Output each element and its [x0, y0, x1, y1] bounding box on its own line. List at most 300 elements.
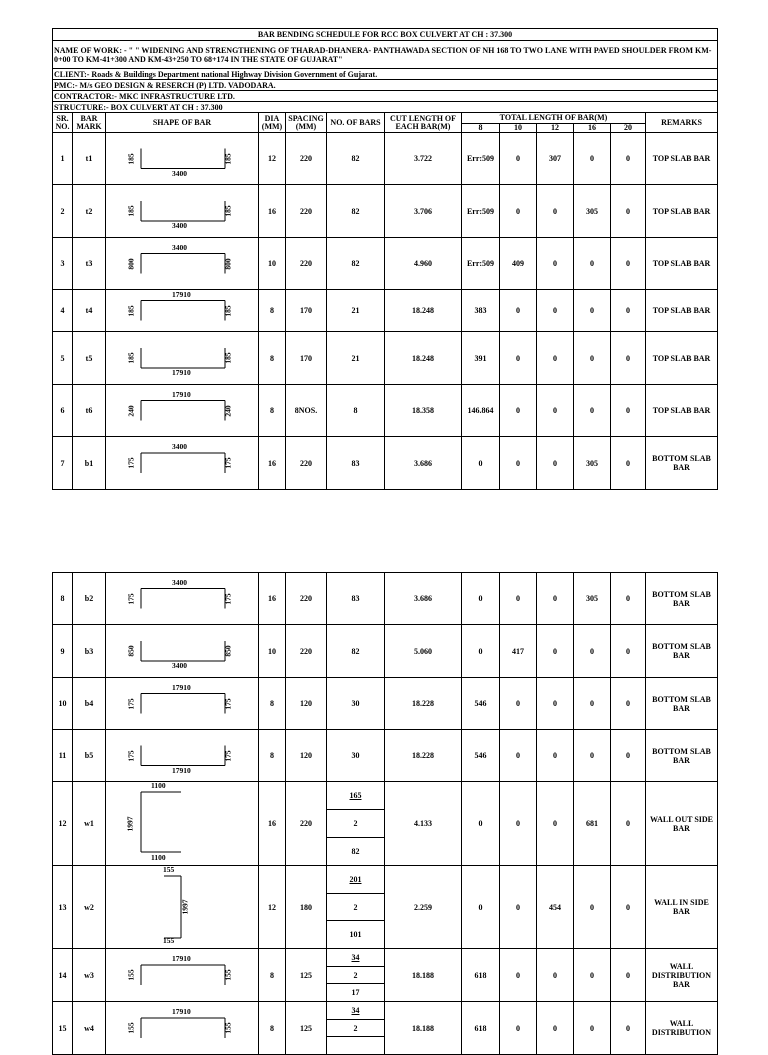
cell-spacing: 170	[286, 290, 327, 332]
cell-nobars	[327, 1002, 385, 1055]
cell-sr: 6	[53, 385, 73, 437]
cell-mark: t3	[73, 238, 106, 290]
cell-nobars: 21	[327, 332, 385, 385]
cell-remarks: BOTTOM SLAB BAR	[646, 625, 718, 678]
cell-sr: 2	[53, 185, 73, 238]
cell-spacing: 220	[286, 782, 327, 866]
cell-d20: 0	[611, 782, 646, 866]
cell-remarks: WALL OUT SIDE BAR	[646, 782, 718, 866]
shape-top-dim: 17910	[172, 1007, 191, 1016]
cell-sr: 4	[53, 290, 73, 332]
cell-d20: 0	[611, 437, 646, 490]
col-total: TOTAL LENGTH OF BAR(M)	[462, 113, 646, 124]
cell-sr: 8	[53, 573, 73, 625]
cell-dia: 10	[259, 625, 286, 678]
shape-top-dim: 3400	[172, 442, 187, 451]
cell-d10: 0	[500, 866, 537, 949]
cell-d12: 0	[537, 678, 574, 730]
shape-left-dim: 175	[126, 749, 136, 762]
cell-d20: 0	[611, 1002, 646, 1055]
cell-d20: 0	[611, 730, 646, 782]
cell-d10: 0	[500, 1002, 537, 1055]
cell-d8: 0	[462, 437, 500, 490]
cell-d16: 0	[574, 1002, 611, 1055]
cell-d12: 454	[537, 866, 574, 949]
cell-nobars: 8	[327, 385, 385, 437]
cell-nobars: 83	[327, 437, 385, 490]
cell-dia: 8	[259, 290, 286, 332]
shape-left-dim: 155	[126, 969, 136, 981]
shape-right-dim: 850	[223, 645, 233, 657]
cell-mark: t4	[73, 290, 106, 332]
cell-spacing: 120	[286, 678, 327, 730]
bar-shape	[106, 866, 258, 948]
cell-mark: b4	[73, 678, 106, 730]
bar-shape	[106, 678, 258, 729]
cell-d10: 0	[500, 332, 537, 385]
cell-spacing: 125	[286, 949, 327, 1002]
cell-d8: 0	[462, 573, 500, 625]
cell-d8: 146.864	[462, 385, 500, 437]
cell-sr: 9	[53, 625, 73, 678]
shape-right-dim: 240	[223, 404, 233, 417]
col-d12: 12	[537, 124, 574, 133]
cell-shape	[106, 782, 259, 866]
nobars-total: 34	[351, 952, 360, 962]
shape-right-dim: 185	[223, 152, 233, 165]
cell-d16: 0	[574, 238, 611, 290]
cell-d16: 305	[574, 573, 611, 625]
nobars-divisor: 2	[327, 1019, 384, 1038]
cell-d8: 0	[462, 782, 500, 866]
shape-bottom-dim: 17910	[172, 368, 191, 377]
cell-d16: 0	[574, 866, 611, 949]
col-shape: SHAPE OF BAR	[106, 113, 259, 133]
cell-d12: 0	[537, 437, 574, 490]
cell-cut: 3.706	[385, 185, 462, 238]
cell-dia: 16	[259, 573, 286, 625]
cell-d20: 0	[611, 573, 646, 625]
cell-d20: 0	[611, 625, 646, 678]
cell-mark: t2	[73, 185, 106, 238]
cell-mark: b3	[73, 625, 106, 678]
col-sr: SR. NO.	[53, 113, 73, 133]
nobars-divisor: 2	[327, 893, 384, 922]
cell-d20: 0	[611, 678, 646, 730]
cell-d12: 0	[537, 625, 574, 678]
shape-left-dim: 1997	[125, 816, 135, 831]
nobars-each	[327, 1037, 384, 1054]
bar-shape	[106, 385, 258, 436]
shape-left-dim: 800	[126, 257, 136, 270]
cell-d12: 0	[537, 573, 574, 625]
cell-shape	[106, 238, 259, 290]
cell-d12: 0	[537, 238, 574, 290]
cell-d16: 0	[574, 678, 611, 730]
cell-nobars: 82	[327, 625, 385, 678]
shape-top-dim: 155	[163, 865, 175, 874]
cell-remarks: TOP SLAB BAR	[646, 185, 718, 238]
cell-shape	[106, 185, 259, 238]
cell-d20: 0	[611, 949, 646, 1002]
cell-d12: 307	[537, 133, 574, 185]
cell-mark: t1	[73, 133, 106, 185]
col-nobars: NO. OF BARS	[327, 113, 385, 133]
cell-cut: 18.358	[385, 385, 462, 437]
cell-cut: 18.228	[385, 678, 462, 730]
col-d10: 10	[500, 124, 537, 133]
cell-shape	[106, 1002, 259, 1055]
cell-shape	[106, 949, 259, 1002]
cell-d10: 417	[500, 625, 537, 678]
cell-remarks: TOP SLAB BAR	[646, 238, 718, 290]
cell-remarks: TOP SLAB BAR	[646, 290, 718, 332]
cell-shape	[106, 290, 259, 332]
client-line: CLIENT:- Roads & Buildings Department national Highway Division Government of Gujarat.	[53, 69, 718, 80]
shape-right-dim: 185	[223, 205, 233, 217]
shape-bottom-dim: 3400	[172, 661, 187, 670]
shape-bottom-dim: 3400	[172, 168, 187, 178]
cell-nobars: 30	[327, 678, 385, 730]
shape-right-dim: 155	[223, 1022, 233, 1034]
shape-top-dim: 3400	[172, 577, 187, 587]
cell-d8: 0	[462, 625, 500, 678]
cell-dia: 10	[259, 238, 286, 290]
cell-mark: w1	[73, 782, 106, 866]
cell-mark: b5	[73, 730, 106, 782]
cell-nobars: 21	[327, 290, 385, 332]
cell-d12: 0	[537, 290, 574, 332]
cell-dia: 12	[259, 866, 286, 949]
nobars-each: 101	[349, 930, 362, 940]
shape-top-dim: 1100	[151, 781, 166, 790]
cell-d16: 305	[574, 437, 611, 490]
cell-remarks: TOP SLAB BAR	[646, 332, 718, 385]
table-row	[53, 437, 718, 490]
bar-shape	[106, 290, 258, 331]
cell-nobars: 30	[327, 730, 385, 782]
cell-cut: 18.188	[385, 1002, 462, 1055]
cell-sr: 7	[53, 437, 73, 490]
schedule-body-bottom	[53, 573, 718, 1055]
table-row	[53, 385, 718, 437]
cell-d20: 0	[611, 332, 646, 385]
cell-d10: 0	[500, 782, 537, 866]
cell-d20: 0	[611, 238, 646, 290]
cell-d16: 0	[574, 385, 611, 437]
cell-d8: 546	[462, 730, 500, 782]
cell-d12: 0	[537, 185, 574, 238]
cell-nobars: 82	[327, 238, 385, 290]
shape-bottom-dim: 3400	[172, 221, 187, 230]
cell-d16: 0	[574, 332, 611, 385]
shape-left-dim: 175	[126, 457, 136, 469]
cell-remarks: BOTTOM SLAB BAR	[646, 730, 718, 782]
bar-shape	[106, 730, 258, 781]
bar-shape	[106, 782, 258, 865]
bar-shape	[106, 185, 258, 237]
cell-mark: t6	[73, 385, 106, 437]
cell-shape	[106, 730, 259, 782]
cell-cut: 3.686	[385, 573, 462, 625]
cell-shape	[106, 133, 259, 185]
table-row	[53, 730, 718, 782]
shape-left-dim: 175	[126, 697, 136, 710]
cell-mark: w3	[73, 949, 106, 1002]
cell-cut: 3.686	[385, 437, 462, 490]
nobars-stack	[327, 949, 384, 1001]
cell-spacing: 8NOS.	[286, 385, 327, 437]
cell-d10: 0	[500, 678, 537, 730]
shape-left-dim: 850	[126, 645, 136, 657]
cell-sr: 13	[53, 866, 73, 949]
cell-nobars: 83	[327, 573, 385, 625]
table-row	[53, 678, 718, 730]
cell-nobars	[327, 866, 385, 949]
col-d16: 16	[574, 124, 611, 133]
bar-shape	[106, 437, 258, 489]
cell-d10: 0	[500, 385, 537, 437]
contractor-line: CONTRACTOR:- MKC INFRASTRUCTURE LTD.	[53, 91, 718, 102]
cell-d10: 0	[500, 185, 537, 238]
shape-left-dim: 185	[126, 205, 136, 217]
nobars-total: 165	[349, 791, 362, 800]
cell-cut: 18.248	[385, 332, 462, 385]
cell-d8: 0	[462, 866, 500, 949]
cell-d12: 0	[537, 949, 574, 1002]
cell-shape	[106, 866, 259, 949]
nobars-each: 17	[351, 988, 360, 998]
cell-shape	[106, 332, 259, 385]
cell-d10: 409	[500, 238, 537, 290]
shape-left-dim: 175	[126, 592, 136, 605]
shape-right-dim: 175	[223, 697, 233, 710]
cell-remarks: BOTTOM SLAB BAR	[646, 678, 718, 730]
schedule-title: BAR BENDING SCHEDULE FOR RCC BOX CULVERT AT CH : 37.300	[53, 29, 718, 41]
schedule-table-top	[52, 28, 718, 490]
cell-d8: 618	[462, 949, 500, 1002]
cell-cut: 18.228	[385, 730, 462, 782]
cell-d8: Err:509	[462, 238, 500, 290]
shape-right-dim: 175	[223, 457, 233, 469]
cell-cut: 2.259	[385, 866, 462, 949]
cell-cut: 3.722	[385, 133, 462, 185]
col-dia: DIA (MM)	[259, 113, 286, 133]
bar-shape	[106, 1002, 258, 1054]
cell-mark: w4	[73, 1002, 106, 1055]
cell-remarks: BOTTOM SLAB BAR	[646, 437, 718, 490]
cell-remarks: TOP SLAB BAR	[646, 385, 718, 437]
shape-left-dim: 185	[126, 304, 136, 317]
cell-cut: 18.188	[385, 949, 462, 1002]
shape-right-dim: 155	[223, 969, 233, 981]
cell-dia: 16	[259, 782, 286, 866]
cell-sr: 3	[53, 238, 73, 290]
cell-dia: 8	[259, 949, 286, 1002]
table-row	[53, 332, 718, 385]
cell-d12: 0	[537, 385, 574, 437]
cell-shape	[106, 573, 259, 625]
bar-shape	[106, 238, 258, 289]
table-row	[53, 573, 718, 625]
nobars-stack	[327, 1002, 384, 1054]
col-spacing: SPACING (MM)	[286, 113, 327, 133]
cell-dia: 8	[259, 332, 286, 385]
cell-d12: 0	[537, 730, 574, 782]
cell-cut: 4.133	[385, 782, 462, 866]
cell-nobars: 82	[327, 133, 385, 185]
cell-d16: 0	[574, 290, 611, 332]
cell-d12: 0	[537, 782, 574, 866]
nobars-stack	[327, 866, 384, 948]
cell-nobars	[327, 782, 385, 866]
cell-spacing: 220	[286, 133, 327, 185]
cell-shape	[106, 678, 259, 730]
cell-d10: 0	[500, 290, 537, 332]
cell-nobars	[327, 949, 385, 1002]
cell-cut: 4.960	[385, 238, 462, 290]
table-row	[53, 185, 718, 238]
cell-remarks: BOTTOM SLAB BAR	[646, 573, 718, 625]
cell-dia: 8	[259, 1002, 286, 1055]
cell-sr: 1	[53, 133, 73, 185]
shape-right-dim: 185	[223, 304, 233, 317]
cell-d20: 0	[611, 133, 646, 185]
cell-d10: 0	[500, 573, 537, 625]
bar-shape	[106, 332, 258, 384]
cell-cut: 5.060	[385, 625, 462, 678]
bar-shape	[106, 625, 258, 677]
cell-dia: 8	[259, 385, 286, 437]
cell-mark: t5	[73, 332, 106, 385]
shape-left-dim: 155	[126, 1022, 136, 1034]
shape-left-dim: 185	[126, 352, 136, 364]
cell-remarks: WALL DISTRIBUTION BAR	[646, 949, 718, 1002]
table-row	[53, 625, 718, 678]
nobars-divisor: 2	[327, 809, 384, 838]
nobars-stack	[327, 782, 384, 865]
cell-spacing: 180	[286, 866, 327, 949]
table-row	[53, 949, 718, 1002]
cell-d16: 0	[574, 730, 611, 782]
col-cut: CUT LENGTH OF EACH BAR(M)	[385, 113, 462, 133]
cell-sr: 10	[53, 678, 73, 730]
name-of-work: NAME OF WORK: - " " WIDENING AND STRENGTHENING OF THARAD-DHANERA- PANTHAWADA SECTION OF NH 168 TO TWO LANE WITH PAVED SHOULDER FROM KM-0+00 TO KM-41+300 AND KM-43+250 TO 68+174 IN THE STATE OF GUJARAT"	[53, 41, 718, 69]
schedule-body-top	[53, 133, 718, 490]
cell-spacing: 120	[286, 730, 327, 782]
cell-mark: b2	[73, 573, 106, 625]
cell-d12: 0	[537, 332, 574, 385]
cell-sr: 5	[53, 332, 73, 385]
bar-shape	[106, 949, 258, 1001]
cell-d8: 546	[462, 678, 500, 730]
cell-spacing: 220	[286, 437, 327, 490]
cell-mark: b1	[73, 437, 106, 490]
cell-dia: 8	[259, 678, 286, 730]
cell-sr: 11	[53, 730, 73, 782]
cell-d10: 0	[500, 133, 537, 185]
cell-d12: 0	[537, 1002, 574, 1055]
cell-spacing: 220	[286, 185, 327, 238]
bar-shape	[106, 133, 258, 184]
cell-d16: 0	[574, 625, 611, 678]
nobars-divisor: 2	[327, 966, 384, 985]
cell-mark: w2	[73, 866, 106, 949]
cell-spacing: 170	[286, 332, 327, 385]
cell-d16: 305	[574, 185, 611, 238]
cell-shape	[106, 437, 259, 490]
table-row	[53, 1002, 718, 1055]
bar-shape	[106, 573, 258, 624]
cell-d20: 0	[611, 290, 646, 332]
shape-left-dim: 240	[126, 404, 136, 417]
table-row	[53, 290, 718, 332]
cell-dia: 12	[259, 133, 286, 185]
cell-d8: Err:509	[462, 185, 500, 238]
cell-d20: 0	[611, 385, 646, 437]
pmc-line: PMC:- M/s GEO DESIGN & RESERCH (P) LTD. VADODARA.	[53, 80, 718, 91]
table-row	[53, 782, 718, 866]
shape-top-dim: 17910	[172, 289, 191, 299]
shape-right-dim: 175	[223, 749, 233, 762]
table-row	[53, 866, 718, 949]
shape-bottom-dim: 155	[163, 936, 175, 945]
cell-dia: 16	[259, 185, 286, 238]
cell-d20: 0	[611, 185, 646, 238]
shape-bottom-dim: 17910	[172, 765, 191, 775]
table-row	[53, 238, 718, 290]
cell-remarks: TOP SLAB BAR	[646, 133, 718, 185]
col-d20: 20	[611, 124, 646, 133]
col-d8: 8	[462, 124, 500, 133]
cell-remarks: WALL DISTRIBUTION	[646, 1002, 718, 1055]
nobars-total: 34	[351, 1005, 360, 1015]
schedule-table-bottom	[52, 572, 718, 1055]
cell-nobars: 82	[327, 185, 385, 238]
col-remarks: REMARKS	[646, 113, 718, 133]
shape-right-dim: 175	[223, 592, 233, 605]
cell-d10: 0	[500, 437, 537, 490]
cell-sr: 14	[53, 949, 73, 1002]
cell-shape	[106, 385, 259, 437]
cell-d20: 0	[611, 866, 646, 949]
shape-right-dim: 185	[223, 352, 233, 364]
cell-spacing: 220	[286, 238, 327, 290]
cell-sr: 12	[53, 782, 73, 866]
shape-left-dim: 185	[126, 152, 136, 165]
cell-dia: 8	[259, 730, 286, 782]
shape-top-dim: 17910	[172, 389, 191, 399]
cell-cut: 18.248	[385, 290, 462, 332]
cell-d8: 618	[462, 1002, 500, 1055]
cell-remarks: WALL IN SIDE BAR	[646, 866, 718, 949]
cell-spacing: 125	[286, 1002, 327, 1055]
shape-top-dim: 3400	[172, 242, 187, 252]
shape-right-dim: 800	[223, 257, 233, 270]
shape-top-dim: 17910	[172, 682, 191, 692]
cell-spacing: 220	[286, 573, 327, 625]
cell-dia: 16	[259, 437, 286, 490]
col-mark: BAR MARK	[73, 113, 106, 133]
nobars-each: 82	[351, 847, 360, 856]
cell-d8: 383	[462, 290, 500, 332]
cell-d16: 0	[574, 949, 611, 1002]
table-row	[53, 133, 718, 185]
shape-right-dim: 1997	[180, 899, 190, 915]
cell-d8: 391	[462, 332, 500, 385]
cell-d16: 681	[574, 782, 611, 866]
cell-shape	[106, 625, 259, 678]
